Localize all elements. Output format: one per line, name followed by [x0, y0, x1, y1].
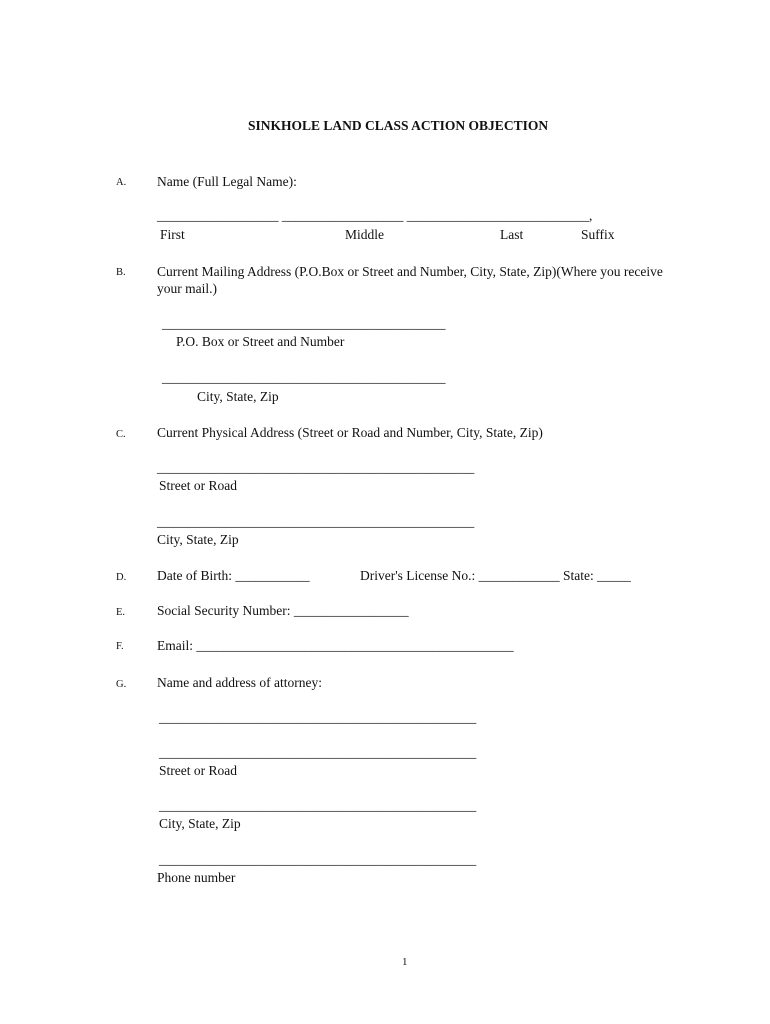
section-letter-g: G. — [116, 679, 127, 690]
section-letter-c: C. — [116, 429, 126, 440]
caption-po-box: P.O. Box or Street and Number — [176, 334, 345, 349]
caption-attorney-city: City, State, Zip — [159, 816, 241, 831]
attorney-phone-line[interactable]: _______________________________________________ — [159, 852, 477, 867]
section-letter-d: D. — [116, 572, 127, 583]
physical-city-line[interactable]: _______________________________________________ — [157, 514, 475, 529]
mailing-city-line[interactable]: __________________________________________ — [162, 370, 446, 385]
attorney-city-line[interactable]: _______________________________________________ — [159, 798, 477, 813]
email-field[interactable]: Email: _______________________________________________ — [157, 638, 514, 653]
caption-phone-number: Phone number — [157, 870, 236, 885]
name-question: Name (Full Legal Name): — [157, 174, 297, 189]
caption-physical-city: City, State, Zip — [157, 532, 239, 547]
page-number: 1 — [402, 956, 408, 968]
name-blank-line[interactable]: __________________ __________________ ___________________________, — [157, 208, 593, 223]
caption-street-or-road: Street or Road — [159, 478, 237, 493]
page-title: SINKHOLE LAND CLASS ACTION OBJECTION — [248, 118, 549, 133]
caption-first: First — [160, 227, 185, 242]
caption-mailing-city: City, State, Zip — [197, 389, 279, 404]
attorney-street-line[interactable]: _______________________________________________ — [159, 745, 477, 760]
physical-address-question: Current Physical Address (Street or Road and Number, City, State, Zip) — [157, 425, 543, 440]
caption-attorney-street: Street or Road — [159, 763, 237, 778]
mailing-address-question-line1: Current Mailing Address (P.O.Box or Street and Number, City, State, Zip)(Where you receive — [157, 264, 663, 279]
caption-last: Last — [500, 227, 524, 242]
caption-middle: Middle — [345, 227, 384, 242]
section-letter-f: F. — [116, 641, 124, 652]
caption-suffix: Suffix — [581, 227, 615, 242]
date-of-birth-field[interactable]: Date of Birth: ___________ — [157, 568, 310, 583]
attorney-question: Name and address of attorney: — [157, 675, 322, 690]
mailing-address-question-line2: your mail.) — [157, 281, 217, 296]
section-letter-b: B. — [116, 267, 126, 278]
section-letter-e: E. — [116, 607, 126, 618]
mailing-street-line[interactable]: __________________________________________ — [162, 316, 446, 331]
attorney-name-line[interactable]: _______________________________________________ — [159, 710, 477, 725]
drivers-license-field[interactable]: Driver's License No.: ____________ State: _____ — [360, 568, 631, 583]
physical-street-line[interactable]: _______________________________________________ — [157, 460, 475, 475]
ssn-field[interactable]: Social Security Number: _________________ — [157, 603, 409, 618]
section-letter-a: A. — [116, 177, 127, 188]
